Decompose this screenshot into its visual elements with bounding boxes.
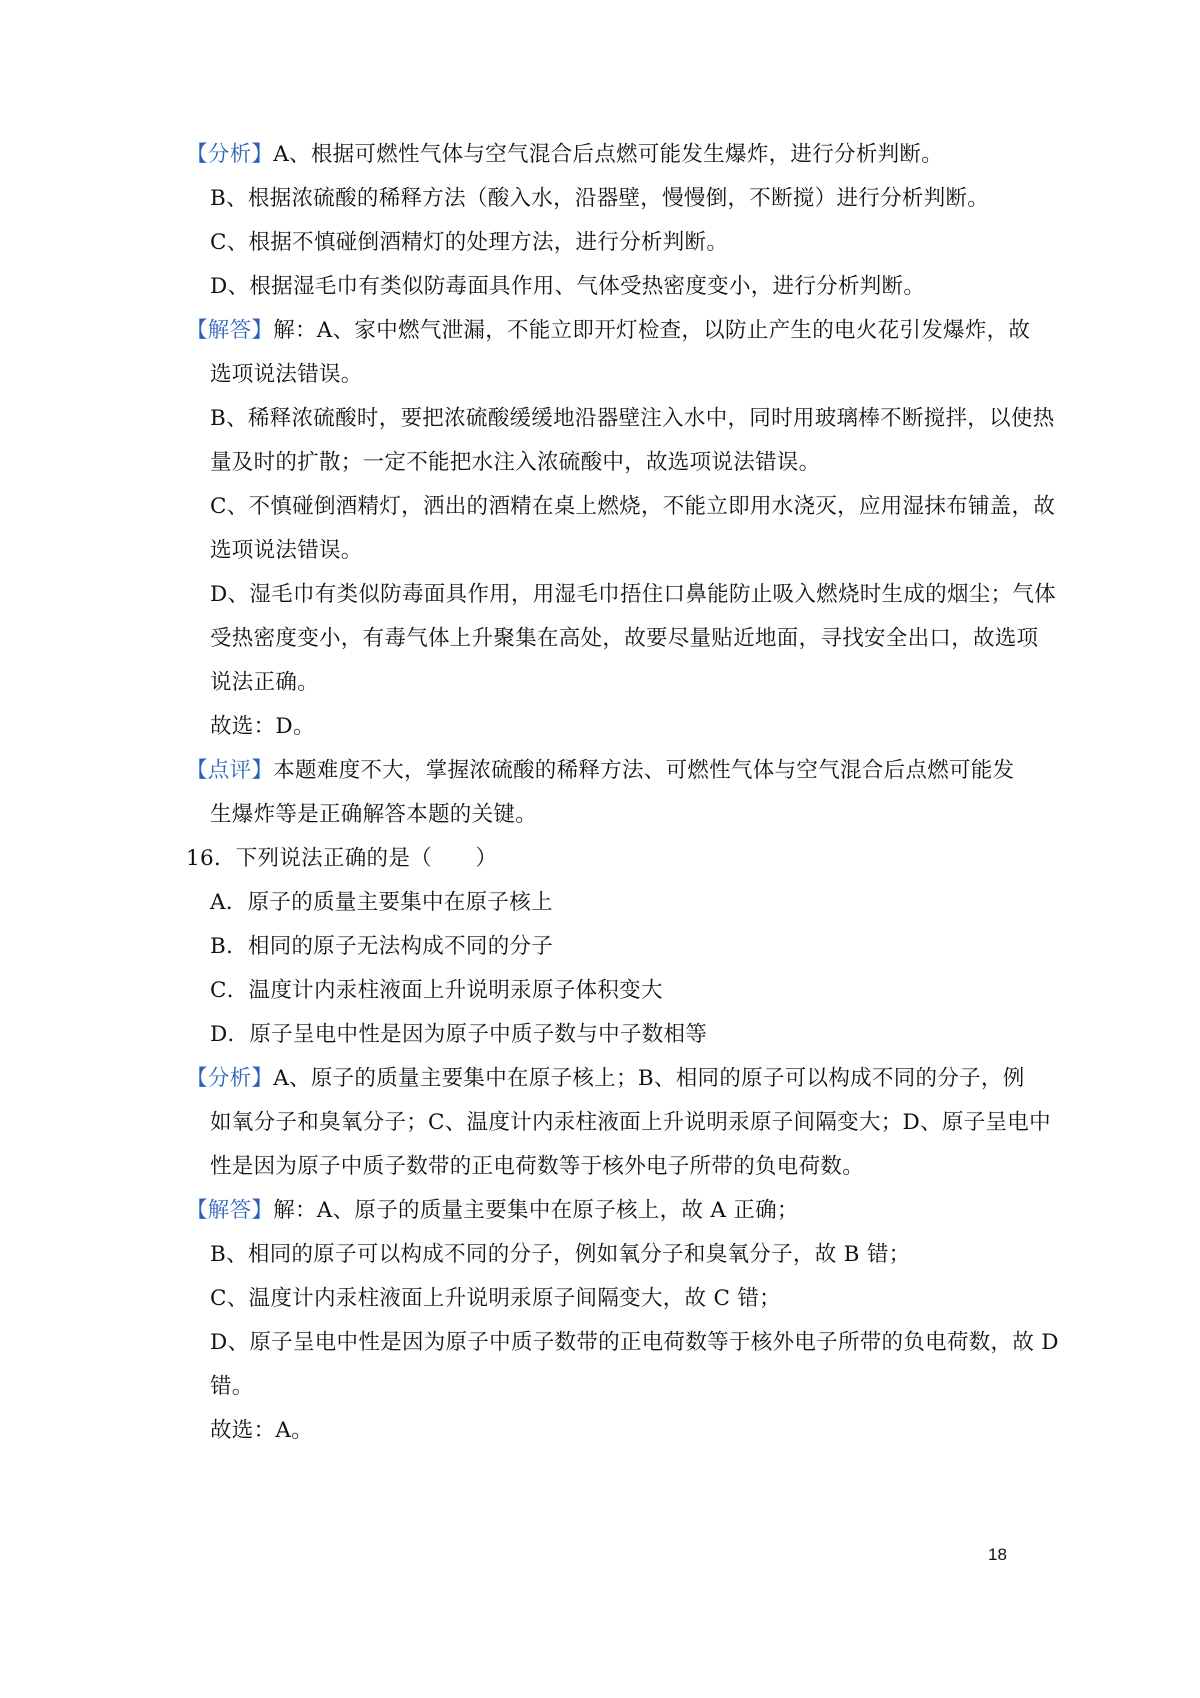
answer-line: B、相同的原子可以构成不同的分子，例如氧分子和臭氧分子，故 B 错； — [210, 1242, 911, 1267]
question-stem: 16．下列说法正确的是（ ） — [186, 846, 498, 871]
answer-line: 量及时的扩散；一定不能把水注入浓硫酸中，故选项说法错误。 — [210, 450, 821, 475]
analysis-paragraph — [186, 1064, 1025, 1094]
analysis-line: C、根据不慎碰倒酒精灯的处理方法，进行分析判断。 — [210, 230, 729, 255]
answer-line: C、温度计内汞柱液面上升说明汞原子间隔变大，故 C 错； — [210, 1286, 781, 1311]
analysis-tag: 【分析】 — [186, 142, 274, 167]
answer-line: C、不慎碰倒酒精灯，洒出的酒精在桌上燃烧，不能立即用水浇灭，应用湿抹布铺盖，故 — [210, 494, 1056, 519]
option-a: A．原子的质量主要集中在原子核上 — [210, 890, 553, 915]
answer-line: 说法正确。 — [210, 670, 320, 695]
answer-line: D、湿毛巾有类似防毒面具作用，用湿毛巾捂住口鼻能防止吸入燃烧时生成的烟尘；气体 — [210, 582, 1056, 607]
answer-tag: 【解答】 — [186, 318, 274, 343]
answer-line: D、原子呈电中性是因为原子中质子数带的正电荷数等于核外电子所带的负电荷数，故 D — [210, 1330, 1059, 1355]
analysis-line: 性是因为原子中质子数带的正电荷数等于核外电子所带的负电荷数。 — [210, 1154, 865, 1179]
answer-text: 解：A、原子的质量主要集中在原子核上，故 A 正确； — [273, 1198, 799, 1223]
answer-choice: 故选：A。 — [210, 1418, 314, 1443]
answer-line: 受热密度变小，有毒气体上升聚集在高处，故要尽量贴近地面，寻找安全出口，故选项 — [210, 626, 1039, 651]
comment-paragraph — [186, 756, 1015, 786]
answer-paragraph — [186, 1196, 1006, 1226]
option-c: C．温度计内汞柱液面上升说明汞原子体积变大 — [210, 978, 663, 1003]
comment-text: 本题难度不大，掌握浓硫酸的稀释方法、可燃性气体与空气混合后点燃可能发 — [273, 758, 1015, 783]
option-b: B．相同的原子无法构成不同的分子 — [210, 934, 554, 959]
answer-choice: 故选：D。 — [210, 714, 315, 739]
analysis-text: A、原子的质量主要集中在原子核上；B、相同的原子可以构成不同的分子，例 — [273, 1066, 1025, 1091]
answer-paragraph — [186, 316, 1031, 346]
answer-tag: 【解答】 — [186, 1198, 274, 1223]
analysis-line: 如氧分子和臭氧分子；C、温度计内汞柱液面上升说明汞原子间隔变大；D、原子呈电中 — [210, 1110, 1051, 1135]
comment-line: 生爆炸等是正确解答本题的关键。 — [210, 802, 538, 827]
answer-line: B、稀释浓硫酸时，要把浓硫酸缓缓地沿器壁注入水中，同时用玻璃棒不断搅拌，以使热 — [210, 406, 1055, 431]
analysis-line: B、根据浓硫酸的稀释方法（酸入水，沿器壁，慢慢倒，不断搅）进行分析判断。 — [210, 186, 990, 211]
answer-text: 解：A、家中燃气泄漏，不能立即开灯检查，以防止产生的电火花引发爆炸，故 — [273, 318, 1031, 343]
option-d: D．原子呈电中性是因为原子中质子数与中子数相等 — [210, 1022, 708, 1047]
answer-line: 错。 — [210, 1374, 254, 1399]
answer-line: 选项说法错误。 — [210, 362, 363, 387]
comment-tag: 【点评】 — [186, 758, 274, 783]
analysis-paragraph — [186, 140, 1006, 170]
page-number: 18 — [988, 1545, 1007, 1564]
analysis-text: A、根据可燃性气体与空气混合后点燃可能发生爆炸，进行分析判断。 — [273, 142, 944, 167]
answer-line: 选项说法错误。 — [210, 538, 363, 563]
analysis-tag: 【分析】 — [186, 1066, 274, 1091]
analysis-line: D、根据湿毛巾有类似防毒面具作用、气体受热密度变小，进行分析判断。 — [210, 274, 926, 299]
